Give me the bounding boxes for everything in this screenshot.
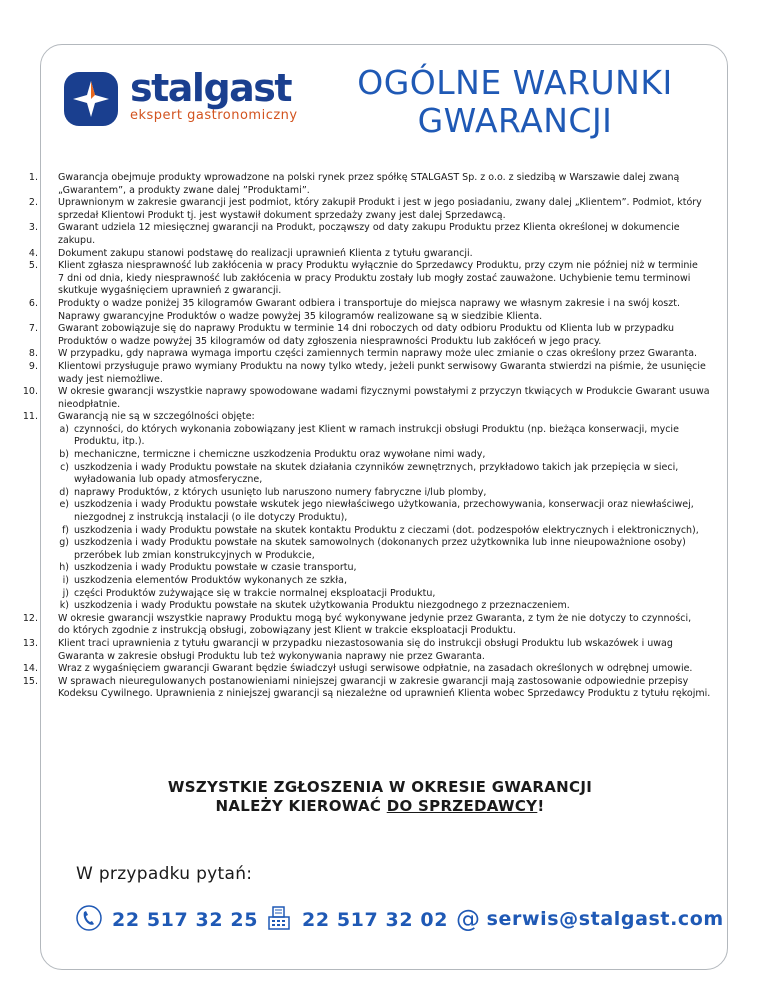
- term-subitem-letter: e): [59, 499, 69, 511]
- term-text-line: Gwarancją nie są w szczególności objęte:: [58, 411, 255, 423]
- term-item: [20, 361, 720, 386]
- term-subitem: [58, 588, 720, 601]
- term-text-line: wyładowania lub opady atmosferyczne,: [74, 474, 263, 486]
- term-item: [20, 676, 720, 701]
- term-number: 3.: [28, 222, 38, 234]
- term-item: [20, 613, 720, 638]
- notice-box: [100, 778, 660, 816]
- term-text-line: nieodpłatnie.: [58, 398, 121, 410]
- term-number: 8.: [28, 348, 38, 360]
- term-subitem: [58, 562, 720, 575]
- phone-icon: [76, 905, 102, 931]
- fax-number: 22 517 32 02: [302, 909, 449, 931]
- term-item: [20, 663, 720, 676]
- term-text-line: 7 dni od dnia, kiedy niesprawność lub zakłócenia w pracy Produktu zostały lub mogły zostać zauważone. Uchybienie temu terminowi: [58, 272, 691, 284]
- term-text-line: zakupu.: [58, 234, 96, 246]
- term-text-line: uszkodzenia i wady Produktu powstałe w czasie transportu,: [74, 562, 357, 574]
- notice-line-2-underlined: DO SPRZEDAWCY: [386, 797, 538, 815]
- fax-icon: [266, 905, 292, 931]
- term-item: [20, 197, 720, 222]
- term-text-line: części Produktów zużywające się w trakcie normalnej eksploatacji Produktu,: [74, 587, 436, 599]
- term-text-line: Wraz z wygaśnięciem gwarancji Gwarant będzie świadczył usługi serwisowe odpłatnie, na zasadach określonych w odrębnej umowie.: [58, 663, 693, 675]
- term-subitem-letter: g): [59, 537, 69, 549]
- notice-line-2-pre: NALEŻY KIEROWAĆ: [215, 797, 387, 815]
- term-number: 12.: [22, 612, 38, 624]
- logo-name: stalgast: [130, 66, 292, 110]
- term-number: 7.: [28, 323, 38, 335]
- notice-line-2-post: !: [537, 797, 545, 815]
- term-subitem-letter: b): [59, 449, 69, 461]
- term-text-line: uszkodzenia i wady Produktu powstałe na skutek kontaktu Produktu z cieczami (dot. podzespołów elektrycznych i elektronicznych),: [74, 524, 699, 536]
- at-icon: @: [456, 905, 481, 933]
- term-text-line: Gwarancja obejmuje produkty wprowadzone na polski rynek przez spółkę STALGAST Sp. z o.o. z siedzibą w Warszawie dalej zwaną: [58, 172, 680, 183]
- term-text-line: „Gwarantem”, a produkty zwane dalej ”Produktami”.: [58, 184, 310, 196]
- term-subitem: [58, 487, 720, 500]
- term-subitem: [58, 537, 720, 562]
- term-item: [20, 411, 720, 613]
- term-text-line: przeróbek lub zmian konstrukcyjnych w Produkcie,: [74, 549, 315, 561]
- title-line-2: GWARANCJI: [417, 101, 613, 140]
- term-subitem: [58, 525, 720, 538]
- term-item: [20, 248, 720, 261]
- term-text-line: W sprawach nieuregulowanych postanowieniami niniejszej gwarancji w zakresie gwarancji mają zastosowanie odpowiednie przepisy: [58, 675, 689, 687]
- term-text-line: uszkodzenia i wady Produktu powstałe na skutek użytkowania Produktu niezgodnego z przeznaczeniem.: [74, 600, 570, 612]
- term-text-line: uszkodzenia i wady Produktu powstałe wskutek jego niewłaściwego użytkowania, przechowywania, konserwacji oraz niewłaściwej,: [74, 499, 694, 511]
- term-text-line: sprzedał Klientowi Produkt tj. jest wystawił dokument sprzedaży zwany jest dalej Sprzedawcą.: [58, 209, 506, 221]
- term-text-line: niezgodnej z instrukcją instalacji (o ile dotyczy Produktu),: [74, 512, 348, 524]
- term-text-line: Dokument zakupu stanowi podstawę do realizacji uprawnień Klienta z tytułu gwarancji.: [58, 247, 473, 259]
- term-number: 10.: [22, 386, 38, 398]
- term-number: 9.: [28, 360, 38, 372]
- contact-fax[interactable]: [266, 905, 448, 931]
- term-number: 14.: [22, 663, 38, 675]
- term-text-line: W przypadku, gdy naprawa wymaga importu części zamiennych termin naprawy może ulec zmianie o czas określony przez Gwaranta.: [58, 348, 698, 360]
- term-number: 5.: [28, 260, 38, 272]
- term-number: 13.: [22, 637, 38, 649]
- term-text-line: Gwaranta w zakresie obsługi Produktu lub też wykonywania naprawy nie przez Gwaranta.: [58, 650, 485, 662]
- term-subitem-letter: j): [62, 587, 69, 599]
- term-item: [20, 386, 720, 411]
- contact-email[interactable]: [456, 905, 724, 933]
- term-text-line: do których zgodnie z instrukcją obsługi, zobowiązany jest Klient w trakcie eksploatacji Produktu.: [58, 625, 516, 637]
- term-text-line: Produkty o wadze poniżej 35 kilogramów Gwarant odbiera i transportuje do miejsca naprawy we własnym zakresie i na swój koszt.: [58, 297, 680, 309]
- term-text-line: W okresie gwarancji wszystkie naprawy Produktu mogą być wykonywane jedynie przez Gwaranta, z tym że nie dotyczy to czynności,: [58, 612, 692, 624]
- email-address: serwis@stalgast.com: [486, 908, 724, 930]
- term-text-line: Produktu, itp.).: [74, 436, 145, 448]
- term-text-line: czynności, do których wykonania zobowiązany jest Klient w ramach instrukcji obsługi Produktu (np. bieżąca konserwacji, mycie: [74, 423, 679, 435]
- term-text-line: Klientowi przysługuje prawo wymiany Produktu na nowy tylko wtedy, jeżeli punkt serwisowy Gwaranta stwierdzi na piśmie, że usunięcie: [58, 360, 706, 372]
- term-text-line: Gwarant zobowiązuje się do naprawy Produktu w terminie 14 dni roboczych od daty odbioru Produktu od Klienta lub w przypadku: [58, 323, 675, 335]
- term-text-line: wady jest niemożliwe.: [58, 373, 163, 385]
- contact-phone[interactable]: [76, 905, 258, 931]
- term-item: [20, 323, 720, 348]
- term-item: [20, 260, 720, 298]
- contact-question: W przypadku pytań:: [76, 864, 253, 884]
- term-number: 11.: [22, 411, 38, 423]
- term-item: [20, 172, 720, 197]
- term-text-line: Klient zgłasza niesprawność lub zakłócenia w pracy Produktu wyłącznie do Sprzedawcy Produktu, przy czym nie później niż w terminie: [58, 260, 698, 272]
- term-item: [20, 222, 720, 247]
- term-text-line: Klient traci uprawnienia z tytułu gwarancji w przypadku niezastosowania się do instrukcji obsługi Produktu lub wskazówek i uwag: [58, 637, 673, 649]
- term-subitem: [58, 575, 720, 588]
- warranty-terms-list: [20, 172, 720, 701]
- term-text-line: Kodeksu Cywilnego. Uprawnienia z niniejszej gwarancji są niezależne od uprawnień Klienta wobec Sprzedawcy Produktu z tytułu rękojmi.: [58, 688, 711, 700]
- term-sublist: [58, 424, 720, 613]
- term-number: 2.: [28, 197, 38, 209]
- term-subitem-letter: i): [62, 575, 69, 586]
- term-text-line: Gwarant udziela 12 miesięcznej gwarancji na Produkt, począwszy od daty zakupu Produktu przez Klienta określonej w dokumencie: [58, 222, 680, 234]
- page-title: [330, 64, 700, 140]
- term-text-line: Naprawy gwarancyjne Produktów o wadze powyżej 35 kilogramów realizowane są w siedzibie Klienta.: [58, 310, 543, 322]
- term-subitem: [58, 499, 720, 524]
- term-subitem: [58, 449, 720, 462]
- logo-tagline: ekspert gastronomiczny: [130, 108, 298, 123]
- term-text-line: naprawy Produktów, z których usunięto lub naruszono numery fabryczne i/lub plomby,: [74, 486, 487, 498]
- term-text-line: uszkodzenia i wady Produktu powstałe na skutek samowolnych (dokonanych przez użytkownika lub inne nieupoważnione osoby): [74, 537, 686, 549]
- term-subitem: [58, 424, 720, 449]
- term-item: [20, 638, 720, 663]
- phone-number: 22 517 32 25: [112, 909, 259, 931]
- term-text-line: uszkodzenia i wady Produktu powstałe na skutek działania czynników zewnętrznych, przykładowo takich jak przepięcia w sieci,: [74, 461, 679, 473]
- term-number: 6.: [28, 297, 38, 309]
- term-subitem-letter: f): [61, 524, 69, 536]
- term-text-line: mechaniczne, termiczne i chemiczne uszkodzenia Produktu oraz wywołane nimi wady,: [74, 449, 486, 461]
- term-number: 1.: [28, 172, 38, 183]
- term-subitem: [58, 600, 720, 613]
- stalgast-logo: [64, 66, 304, 128]
- term-item: [20, 348, 720, 361]
- term-text-line: Uprawnionym w zakresie gwarancji jest podmiot, który zakupił Produkt i jest w jego posiadaniu, zwany dalej „Klientem”. Podmiot, który: [58, 197, 702, 209]
- notice-line-2: [100, 797, 660, 816]
- title-line-1: OGÓLNE WARUNKI: [357, 63, 673, 102]
- term-subitem: [58, 462, 720, 487]
- term-text-line: uszkodzenia elementów Produktów wykonanych ze szkła,: [74, 575, 347, 586]
- term-item: [20, 298, 720, 323]
- logo-mark-icon: [64, 72, 118, 126]
- notice-line-1: WSZYSTKIE ZGŁOSZENIA W OKRESIE GWARANCJI: [167, 778, 593, 796]
- term-subitem-letter: a): [59, 423, 69, 435]
- term-text-line: Produktów o wadze powyżej 35 kilogramów od daty zgłoszenia niesprawności Produktu lub zakłóceń w jego pracy.: [58, 335, 602, 347]
- term-subitem-letter: h): [59, 562, 69, 574]
- term-number: 4.: [28, 247, 38, 259]
- term-subitem-letter: d): [59, 486, 69, 498]
- term-subitem-letter: c): [60, 461, 69, 473]
- term-number: 15.: [22, 675, 38, 687]
- term-text-line: W okresie gwarancji wszystkie naprawy spowodowane wadami fizycznymi powstałymi z przyczyn tkwiących w Produkcie Gwarant usuwa: [58, 386, 710, 398]
- term-subitem-letter: k): [59, 600, 69, 612]
- term-text-line: skutkuje wygaśnięciem uprawnień z gwarancji.: [58, 285, 282, 297]
